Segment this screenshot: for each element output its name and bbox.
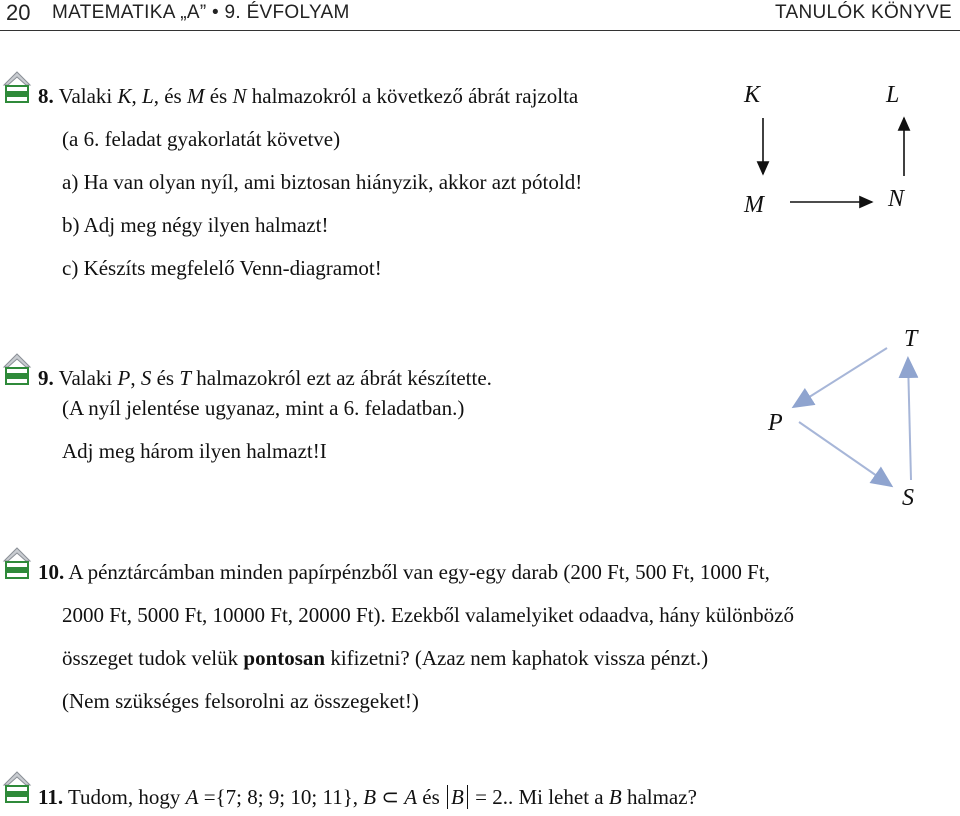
book-type: TANULÓK KÖNYVE xyxy=(775,2,952,23)
header-rule xyxy=(0,30,960,31)
node-s: S xyxy=(902,485,914,511)
arrow-t-to-p xyxy=(795,348,887,406)
ex11-set-definition: ={7; 8; 9; 10; 11}, xyxy=(198,785,364,809)
ex8-number: 8. xyxy=(38,84,54,108)
ex9-sep: és xyxy=(151,366,180,390)
ex10-text: A pénztárcámban minden papírpénzből van egy-egy darab (200 Ft, 500 Ft, 1000 Ft, xyxy=(64,560,770,584)
set-p: P xyxy=(117,366,131,390)
homework-house-icon xyxy=(2,770,32,806)
node-t: T xyxy=(904,326,918,352)
subset-symbol: ⊂ xyxy=(381,785,399,809)
ex9-text: Valaki xyxy=(53,366,118,390)
set-n: N xyxy=(232,84,247,108)
ex8-sep: és xyxy=(204,84,233,108)
node-m: M xyxy=(744,192,764,218)
ex11-text: és xyxy=(417,785,446,809)
set-s: S xyxy=(140,366,152,390)
ex11-text: halmaz? xyxy=(621,785,697,809)
ex8-task-c: c) Készíts megfelelő Venn-diagramot! xyxy=(62,256,382,280)
set-k: K xyxy=(117,84,132,108)
set-b: B xyxy=(608,785,622,809)
ex10-text: kifizetni? (Azaz nem kaphatok vissza pénzt.) xyxy=(325,646,709,670)
arrow-p-to-s xyxy=(799,422,890,485)
ex8-text: halmazokról a következő ábrát rajzolta xyxy=(246,84,579,108)
ex10-line1 xyxy=(38,560,770,585)
ex9-line3: Adj meg három ilyen halmazt!I xyxy=(62,439,327,463)
ex10-line3 xyxy=(62,646,708,671)
set-l: L xyxy=(142,84,154,108)
ex8-line2: (a 6. feladat gyakorlatát követve) xyxy=(62,127,341,151)
ex8-line1 xyxy=(38,84,578,109)
node-k: K xyxy=(744,82,761,108)
homework-house-icon xyxy=(2,546,32,582)
page-number: 20 xyxy=(6,0,31,25)
ex8-sep: , xyxy=(131,84,143,108)
node-p: P xyxy=(768,410,783,436)
set-a: A xyxy=(185,785,199,809)
ex11-equation: = 2. xyxy=(469,785,508,809)
ex11-number: 11. xyxy=(38,785,64,809)
cardinality-bars xyxy=(447,785,468,809)
ex8-task-b: b) Adj meg négy ilyen halmazt! xyxy=(62,213,329,237)
ex11-text: Tudom, hogy xyxy=(63,785,186,809)
ex11-line1 xyxy=(38,785,697,810)
set-b: B xyxy=(363,785,377,809)
ex10-number: 10. xyxy=(38,560,65,584)
node-n: N xyxy=(888,186,905,212)
ex10-line2: 2000 Ft, 5000 Ft, 10000 Ft, 20000 Ft). Ezekből valamelyiket odaadva, hány különböző xyxy=(62,603,794,627)
ex10-emphasis: pontosan xyxy=(243,646,326,670)
ex9-number: 9. xyxy=(38,366,54,390)
ex11-text: . Mi lehet a xyxy=(507,785,609,809)
book-title: MATEMATIKA „A” • 9. ÉVFOLYAM xyxy=(52,2,350,23)
node-l: L xyxy=(886,82,900,108)
ex9-line1 xyxy=(38,366,492,391)
ex8-text: Valaki xyxy=(53,84,118,108)
ex8-sep: , és xyxy=(153,84,187,108)
ex9-line2: (A nyíl jelentése ugyanaz, mint a 6. feladatban.) xyxy=(62,396,465,420)
ex8-task-a: a) Ha van olyan nyíl, ami biztosan hiányzik, akkor azt pótold! xyxy=(62,170,583,194)
homework-house-icon xyxy=(2,352,32,388)
ex9-text: halmazokról ezt az ábrát készítette. xyxy=(191,366,492,390)
homework-house-icon xyxy=(2,70,32,106)
ex9-sep: , xyxy=(130,366,141,390)
set-m: M xyxy=(186,84,205,108)
ex10-line4: (Nem szükséges felsorolni az összegeket!) xyxy=(62,689,419,713)
ex10-text: összeget tudok velük xyxy=(62,646,244,670)
set-t: T xyxy=(179,366,192,390)
set-b: B xyxy=(451,785,464,809)
set-a: A xyxy=(404,785,418,809)
arrow-s-to-t xyxy=(908,360,911,480)
